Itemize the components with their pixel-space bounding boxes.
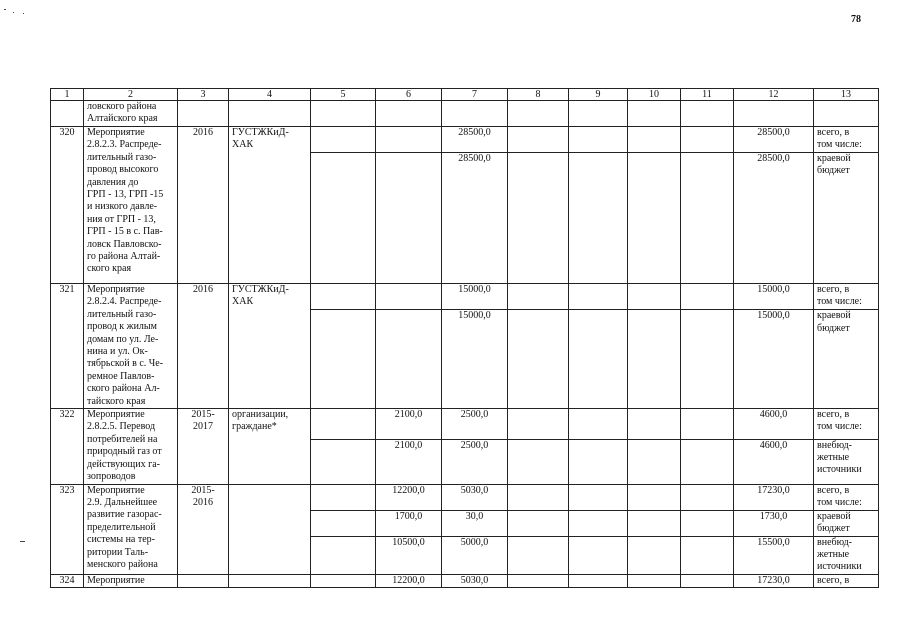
empty-cell (508, 310, 569, 409)
empty-cell (569, 536, 628, 574)
empty-cell (628, 409, 681, 440)
column-number: 12 (734, 89, 814, 101)
measure-name: Мероприятие 2.8.2.4. Распреде- лительный газо- провод к жилым домам по ул. Ле- нина и ул. Ок- тябрьской в с. Че- ремное Павлов- ского района Ал- тайского края (84, 284, 178, 409)
amount-col-6: 2100,0 (376, 409, 442, 440)
executor: ГУСТЖКиД- ХАК (229, 284, 311, 409)
empty-cell (569, 153, 628, 284)
continued-measure-name: ловского района Алтайского края (84, 101, 178, 127)
empty-cell (508, 127, 569, 153)
amount-total: 15000,0 (734, 310, 814, 409)
column-number: 11 (681, 89, 734, 101)
empty-cell (569, 574, 628, 587)
measure-row (51, 409, 879, 440)
amount-col-7: 5030,0 (442, 484, 508, 510)
funding-source: краевой бюджет (814, 310, 879, 409)
empty-cell (681, 439, 734, 484)
column-number: 6 (376, 89, 442, 101)
measure-number: 322 (51, 409, 84, 484)
empty-cell (628, 574, 681, 587)
measure-number: 324 (51, 574, 84, 587)
amount-col-7: 5000,0 (442, 536, 508, 574)
empty-cell (681, 127, 734, 153)
column-number: 8 (508, 89, 569, 101)
empty-cell (569, 439, 628, 484)
funding-source: всего, в том числе: (814, 409, 879, 440)
amount-col-6: 2100,0 (376, 439, 442, 484)
empty-cell (569, 409, 628, 440)
empty-cell (311, 409, 376, 440)
amount-col-6: 12200,0 (376, 484, 442, 510)
column-number: 10 (628, 89, 681, 101)
empty-cell (311, 127, 376, 153)
empty-cell (681, 153, 734, 284)
column-number: 9 (569, 89, 628, 101)
empty-cell (508, 484, 569, 510)
executor: ГУСТЖКиД- ХАК (229, 127, 311, 284)
amount-col-7: 15000,0 (442, 284, 508, 310)
empty-cell (681, 484, 734, 510)
implementation-period: 2015- 2016 (178, 484, 229, 574)
empty-cell (628, 510, 681, 536)
implementation-period (178, 574, 229, 587)
amount-col-6: 10500,0 (376, 536, 442, 574)
empty-cell (569, 484, 628, 510)
empty-cell (628, 127, 681, 153)
amount-col-6 (376, 284, 442, 310)
funding-source: всего, в (814, 574, 879, 587)
amount-col-7: 5030,0 (442, 574, 508, 587)
amount-col-6: 1700,0 (376, 510, 442, 536)
empty-cell (628, 484, 681, 510)
measure-number: 320 (51, 127, 84, 284)
amount-col-6 (376, 153, 442, 284)
empty-cell (311, 310, 376, 409)
amount-total: 17230,0 (734, 484, 814, 510)
measure-name: Мероприятие 2.9. Дальнейшее развитие газорас- пределительной системы на тер- ритории Таль- менского района (84, 484, 178, 574)
column-number: 7 (442, 89, 508, 101)
measure-row (51, 127, 879, 153)
measure-name: Мероприятие 2.8.2.3. Распреде- лительный газо- провод высокого давления до ГРП - 13, ГРП -15 и низкого давле- ния от ГРП - 13, ГРП - 15 в с. Пав- ловск Павловско- го района Алтай- ского края (84, 127, 178, 284)
page-number: 78 (851, 14, 861, 25)
empty-cell (628, 310, 681, 409)
empty-cell (311, 510, 376, 536)
amount-col-7: 2500,0 (442, 439, 508, 484)
funding-source: краевой бюджет (814, 153, 879, 284)
amount-col-7: 28500,0 (442, 153, 508, 284)
empty-cell (508, 536, 569, 574)
amount-total: 15500,0 (734, 536, 814, 574)
executor: организации, граждане* (229, 409, 311, 484)
amount-col-7: 15000,0 (442, 310, 508, 409)
column-number-header-row (51, 89, 879, 101)
amount-total: 28500,0 (734, 153, 814, 284)
executor (229, 484, 311, 574)
amount-total: 28500,0 (734, 127, 814, 153)
empty-cell (628, 153, 681, 284)
scan-speck (20, 541, 25, 542)
empty-cell (508, 510, 569, 536)
continuation-row (51, 101, 879, 127)
scan-speck (13, 12, 14, 13)
empty-cell (681, 310, 734, 409)
amount-total: 4600,0 (734, 439, 814, 484)
amount-col-7: 2500,0 (442, 409, 508, 440)
amount-col-7: 30,0 (442, 510, 508, 536)
empty-cell (311, 284, 376, 310)
empty-cell (508, 439, 569, 484)
measure-row (51, 574, 879, 587)
empty-cell (508, 409, 569, 440)
implementation-period: 2016 (178, 127, 229, 284)
measure-number: 323 (51, 484, 84, 574)
empty-cell (311, 439, 376, 484)
executor (229, 574, 311, 587)
column-number: 13 (814, 89, 879, 101)
empty-cell (508, 574, 569, 587)
measure-name: Мероприятие (84, 574, 178, 587)
column-number: 2 (84, 89, 178, 101)
empty-cell (628, 284, 681, 310)
empty-cell (508, 284, 569, 310)
program-measures-table (50, 88, 879, 588)
empty-cell (569, 127, 628, 153)
implementation-period: 2016 (178, 284, 229, 409)
funding-source: краевой бюджет (814, 510, 879, 536)
amount-total: 17230,0 (734, 574, 814, 587)
empty-cell (628, 439, 681, 484)
column-number: 3 (178, 89, 229, 101)
amount-total: 15000,0 (734, 284, 814, 310)
empty-cell (311, 536, 376, 574)
funding-source: всего, в том числе: (814, 284, 879, 310)
funding-source: всего, в том числе: (814, 484, 879, 510)
empty-cell (628, 536, 681, 574)
funding-source: внебюд- жетные источники (814, 536, 879, 574)
column-number: 5 (311, 89, 376, 101)
empty-cell (681, 574, 734, 587)
measure-name: Мероприятие 2.8.2.5. Перевод потребителей на природный газ от действующих га- зопроводов (84, 409, 178, 484)
amount-col-7: 28500,0 (442, 127, 508, 153)
implementation-period: 2015- 2017 (178, 409, 229, 484)
empty-cell (681, 409, 734, 440)
empty-cell (681, 284, 734, 310)
amount-total: 4600,0 (734, 409, 814, 440)
empty-cell (508, 153, 569, 284)
funding-source: внебюд- жетные источники (814, 439, 879, 484)
measure-row (51, 484, 879, 510)
amount-col-6: 12200,0 (376, 574, 442, 587)
measure-row (51, 284, 879, 310)
empty-cell (569, 310, 628, 409)
empty-cell (681, 510, 734, 536)
column-number: 4 (229, 89, 311, 101)
empty-cell (311, 153, 376, 284)
amount-col-6 (376, 127, 442, 153)
column-number: 1 (51, 89, 84, 101)
scan-speck (23, 13, 24, 14)
empty-cell (311, 484, 376, 510)
funding-source: всего, в том числе: (814, 127, 879, 153)
empty-cell (311, 574, 376, 587)
empty-cell (569, 284, 628, 310)
empty-cell (681, 536, 734, 574)
measure-number: 321 (51, 284, 84, 409)
empty-cell (569, 510, 628, 536)
scan-speck (4, 9, 6, 10)
amount-total: 1730,0 (734, 510, 814, 536)
amount-col-6 (376, 310, 442, 409)
